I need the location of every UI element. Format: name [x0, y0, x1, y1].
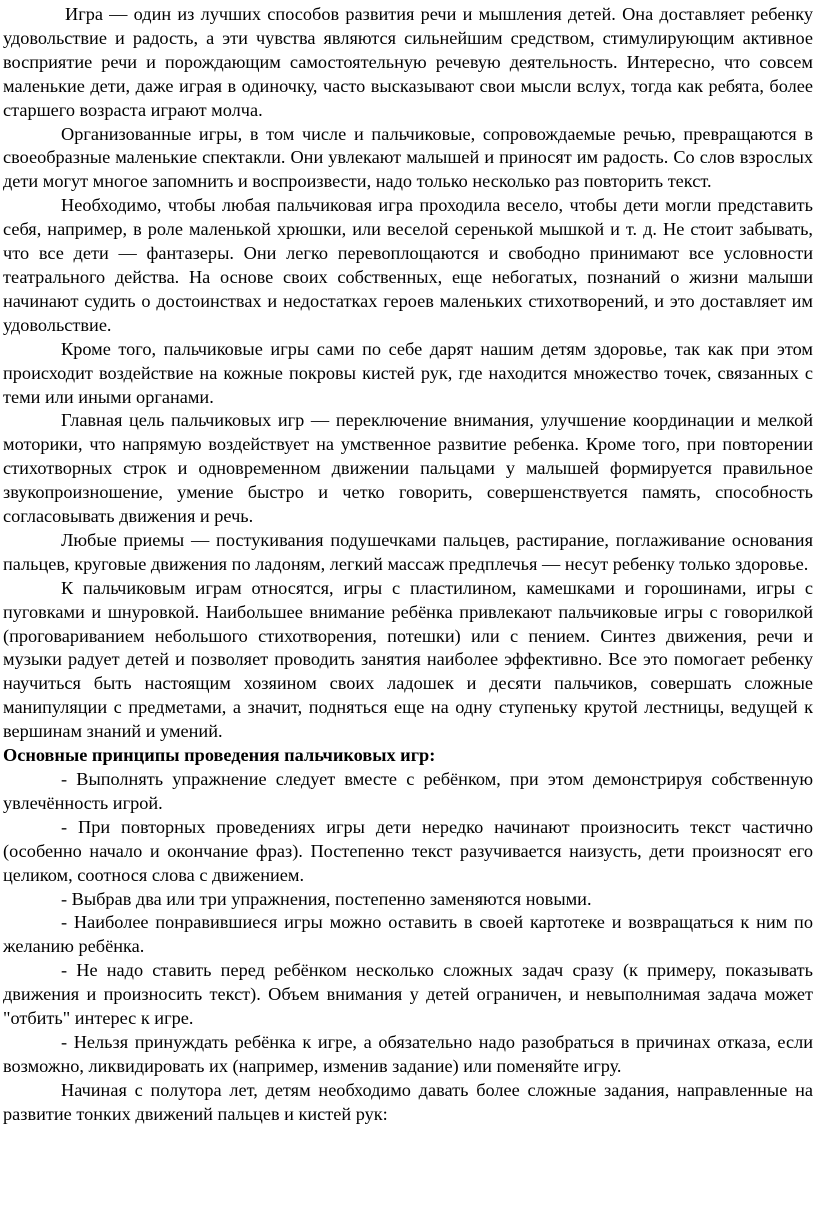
paragraph-intro: Игра — один из лучших способов развития речи и мышления детей. Она доставляет ребенку удовольствие и радость, а эти чувства являются сильнейшим средством, стимулирующим активное восприятие речи и порождающим самостоятельную речевую деятельность. Интересно, что совсем маленькие дети, даже играя в одиночку, часто высказывают свои мысли вслух, тогда как ребята, более старшего возраста играют молча. — [3, 4, 813, 120]
paragraph-closing: Начиная с полутора лет, детям необходимо давать более сложные задания, направленные на развитие тонких движений пальцев и кистей рук: — [3, 1079, 813, 1124]
principle-item: - Не надо ставить перед ребёнком несколько сложных задач сразу (к примеру, показывать движения и произносить текст). Объем внимания у детей ограничен, и невыполнимая задача может "отбить" интерес к игре. — [3, 960, 813, 1029]
principle-item: - Наиболее понравившиеся игры можно оставить в своей картотеке и возвращаться к ним по желанию ребёнка. — [3, 912, 813, 957]
principle-item: - Нельзя принуждать ребёнка к игре, а обязательно надо разобраться в причинах отказа, если возможно, ликвидировать их (например, изменив задание) или поменяйте игру. — [3, 1031, 813, 1076]
paragraph-health: Кроме того, пальчиковые игры сами по себе дарят нашим детям здоровье, так как при этом происходит воздействие на кожные покровы кистей рук, где находится множество точек, связанных с теми или иными органами. — [3, 338, 813, 407]
paragraph-imagination: Необходимо, чтобы любая пальчиковая игра проходила весело, чтобы дети могли представить себя, например, в роле маленькой хрюшки, или веселой серенькой мышкой и т. д. Не стоит забывать, что все дети — фантазеры. Они легко перевоплощаются и свободно принимают все условности театрального действа. На основе своих собственных, еще небогатых, познаний о жизни малыши начинают судить о достоинствах и недостатках героев маленьких стихотворений, и это доставляет им удовольствие. — [3, 195, 813, 335]
principle-item: - При повторных проведениях игры дети нередко начинают произносить текст частично (особенно начало и окончание фраз). Постепенно текст разучивается наизусть, дети произносят его целиком, соотнося слова с движением. — [3, 816, 813, 885]
paragraph-game-types: К пальчиковым играм относятся, игры с пластилином, камешками и горошинами, игры с пуговками и шнуровкой. Наибольшее внимание ребёнка привлекают пальчиковые игры с говорилкой (проговариванием небольшого стихотворения, потешки) или с пением. Синтез движения, речи и музыки радует детей и позволяет проводить занятия наиболее эффективно. Все это помогает ребенку научиться быть настоящим хозяином своих ладошек и десяти пальчиков, совершать сложные манипуляции с предметами, а значит, подняться еще на одну ступеньку крутой лестницы, ведущей к вершинам знаний и умений. — [3, 577, 813, 742]
paragraph-techniques: Любые приемы — постукивания подушечками пальцев, растирание, поглаживание основания пальцев, круговые движения по ладоням, легкий массаж предплечья — несут ребенку только здоровье. — [3, 529, 813, 574]
principle-item: - Выполнять упражнение следует вместе с ребёнком, при этом демонстрируя собственную увлечённость игрой. — [3, 769, 813, 813]
principles-heading: Основные принципы проведения пальчиковых игр: — [3, 745, 436, 766]
principle-item: - Выбрав два или три упражнения, постепенно заменяются новыми. — [61, 888, 592, 909]
paragraph-organized-games: Организованные игры, в том числе и пальчиковые, сопровождаемые речью, превращаются в своеобразные маленькие спектакли. Они увлекают малышей и приносят им радость. Со слов взрослых дети могут многое запомнить и воспроизвести, надо только несколько раз повторить текст. — [3, 123, 813, 192]
paragraph-main-goal: Главная цель пальчиковых игр — переключение внимания, улучшение координации и мелкой моторики, что напрямую воздействует на умственное развитие ребенка. Кроме того, при повторении стихотворных строк и одновременном движении пальцами у малышей формируется правильное звукопроизношение, умение быстро и четко говорить, совершенствуется память, способность согласовывать движения и речь. — [3, 410, 813, 527]
